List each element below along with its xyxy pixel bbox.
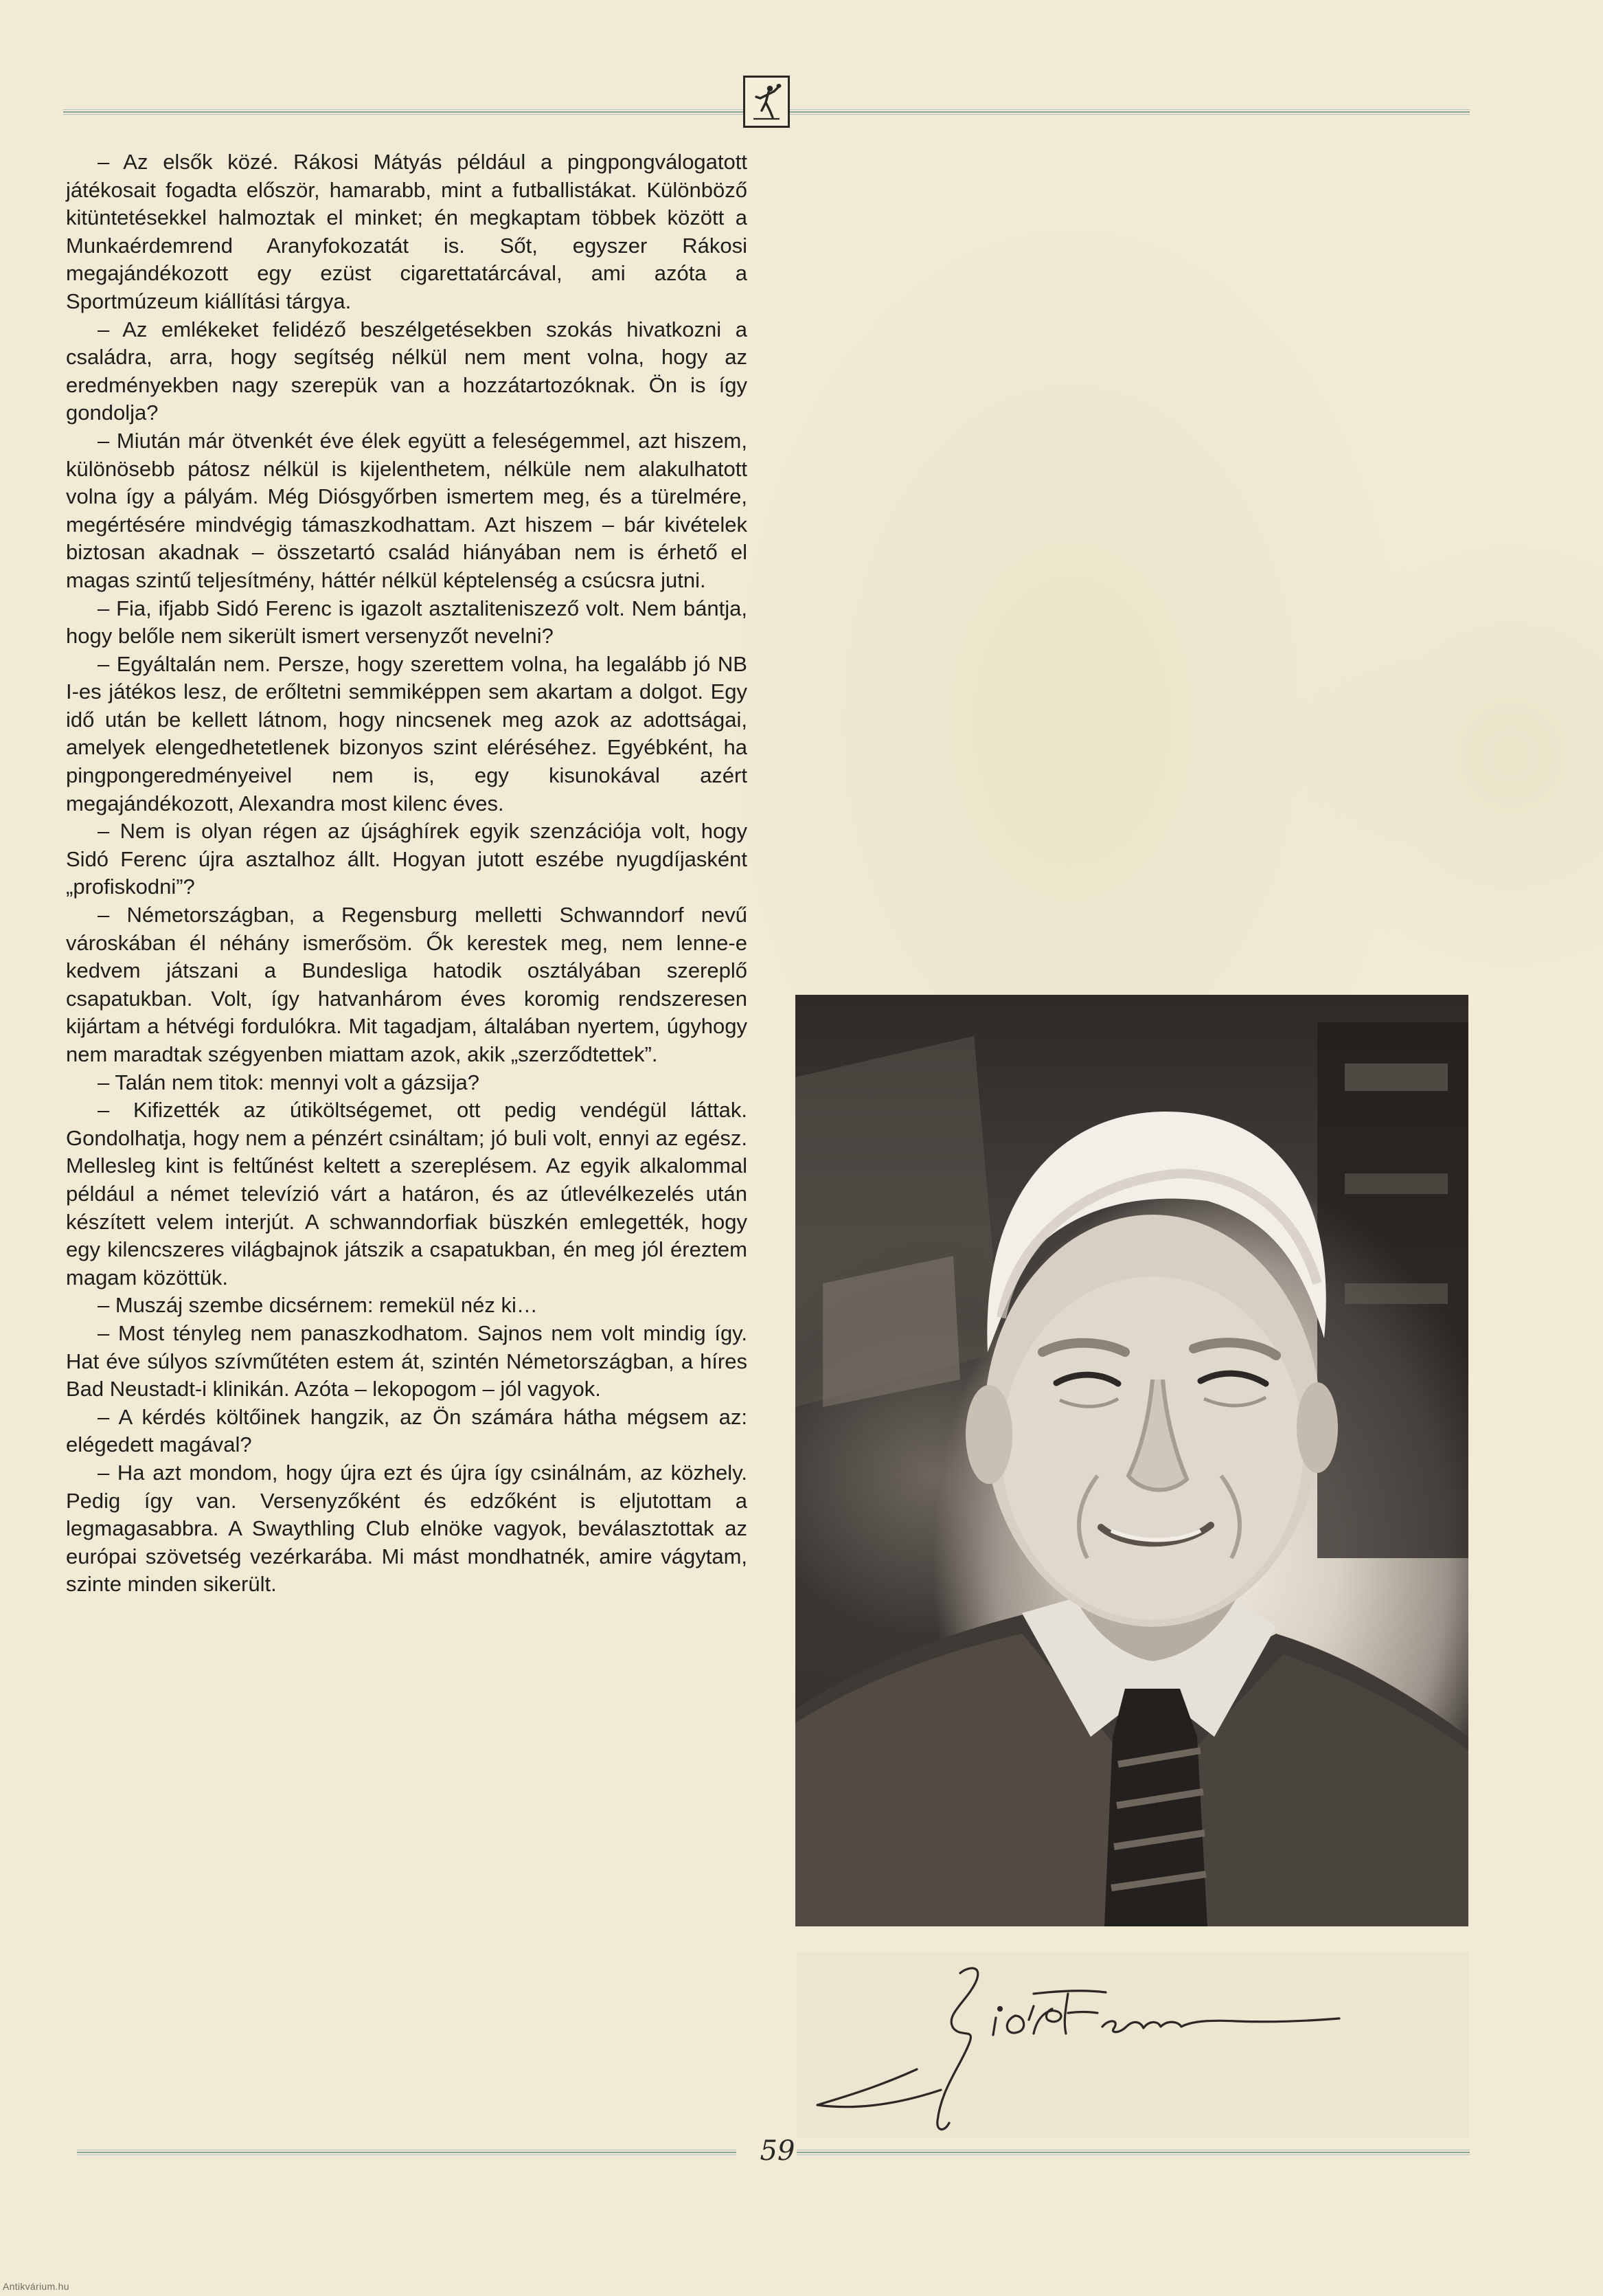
paragraph: – Miután már ötvenkét éve élek együtt a feleségemmel, azt hiszem, különösebb pátosz nélkül is kijelenthetem, nélküle nem alakulhatott volna így a pályám. Még Diósgyőrben ismertem meg, és a türelmére, megértésére mindvégig támaszkodhattam. Azt hiszem – bár kivételek biztosan akadnak – összetartó család hiányában nem is érhető el magas szintű teljesítmény, háttér nélkül képtelenség a csúcsra jutni.	[66, 428, 747, 592]
paragraph: – Az emlékeket felidéző beszélgetésekben szokás hivatkozni a családra, arra, hogy segítség nélkül nem ment volna, hogy az eredményekben nagy szerepük van a hozzátartozóknak. Ön is így gondolja?	[66, 317, 747, 425]
paragraph: – Fia, ifjabb Sidó Ferenc is igazolt asztaliteniszező volt. Nem bántja, hogy belőle nem sikerült ismert versenyzőt nevelni?	[66, 596, 747, 649]
paragraph: – Németországban, a Regensburg melletti Schwanndorf nevű városkában él néhány ismerősöm. Ők kerestek meg, nem lenne-e kedvem játszani a Bundesliga hatodik osztályában szereplő csapatukban. Volt, így hatvanhárom éves koromig rendszeresen kijártam a hétvégi fordulókra. Mit tagadjam, általában nyertem, úgyhogy nem maradtak szégyenben miattam azok, akik „szerződtettek”.	[66, 903, 747, 1066]
header-rule-left	[63, 109, 743, 115]
table-tennis-player-icon	[743, 76, 790, 128]
interview-text	[66, 148, 747, 1599]
paragraph: – Ha azt mondom, hogy újra ezt és újra így csinálnám, az közhely. Pedig így van. Versenyzőként és edzőként is eljutottam a legmagasabbra. A Swaythling Club elnöke vagyok, beválasztottak az európai szövetség vezérkarába. Mi mást mondhatnék, amire vágytam, szinte minden sikerült.	[66, 1460, 747, 1597]
portrait-photo	[795, 995, 1468, 1926]
signature	[797, 1952, 1468, 2138]
paragraph: – Az elsők közé. Rákosi Mátyás például a pingpongválogatott játékosait fogadta először, hamarabb, mint a futballistákat. Különböző kitüntetésekkel halmoztak el minket; én megkaptam többek között a Munkaérdemrend Aranyfokozatát is. Sőt, egyszer Rákosi megajándékozott egy ezüst cigarettatárcával, ami azóta a Sportmúzeum kiállítási tárgya.	[66, 150, 747, 313]
paragraph: – Muszáj szembe dicsérnem: remekül néz ki…	[98, 1293, 538, 1318]
header-rule-right	[790, 109, 1470, 115]
paragraph: – Most tényleg nem panaszkodhatom. Sajnos nem volt mindig így. Hat éve súlyos szívműtéten estem át, szintén Németországban, a híres Bad Neustadt-i klinikán. Azóta – lekopogom – jól vagyok.	[66, 1320, 747, 1402]
paragraph: – Egyáltalán nem. Persze, hogy szerettem volna, ha legalább jó NB I-es játékos lesz, de erőltetni semmiképpen sem akartam a dolgot. Egy idő után be kellett látnom, hogy nincsenek meg azok az adottságai, amelyek elengedhetetlenek bizonyos szint eléréséhez. Egyébként, ha pingpongeredményeivel nem is, egy kisunokával azért megajándékozott, Alexandra most kilenc éves.	[66, 651, 747, 815]
paragraph: – Nem is olyan régen az újsághírek egyik szenzációja volt, hogy Sidó Ferenc újra asztalhoz állt. Hogyan jutott eszébe nyugdíjasként „profiskodni”?	[66, 819, 747, 899]
paragraph: – Talán nem titok: mennyi volt a gázsija?	[98, 1070, 480, 1094]
footer-rule-left	[77, 2149, 736, 2156]
watermark: Antikvárium.hu	[3, 2281, 69, 2292]
paragraph: – A kérdés költőinek hangzik, az Ön számára hátha mégsem az: elégedett magával?	[66, 1404, 747, 1457]
page-number: 59	[760, 2135, 795, 2167]
footer-rule-right	[797, 2149, 1470, 2156]
paragraph: – Kifizették az útiköltségemet, ott pedig vendégül láttak. Gondolhatja, hogy nem a pénzért csináltam; jó buli volt, ennyi az egész. Mellesleg kint is feltűnést keltett a szereplésem. Az egyik alkalommal például a német televízió várt a határon, és az útlevélkezelés után készített velem interjút. A schwanndorfiak büszkén emlegették, hogy egy kilencszeres világbajnok játszik a csapatukban, én meg jól éreztem magam közöttük.	[66, 1098, 747, 1290]
